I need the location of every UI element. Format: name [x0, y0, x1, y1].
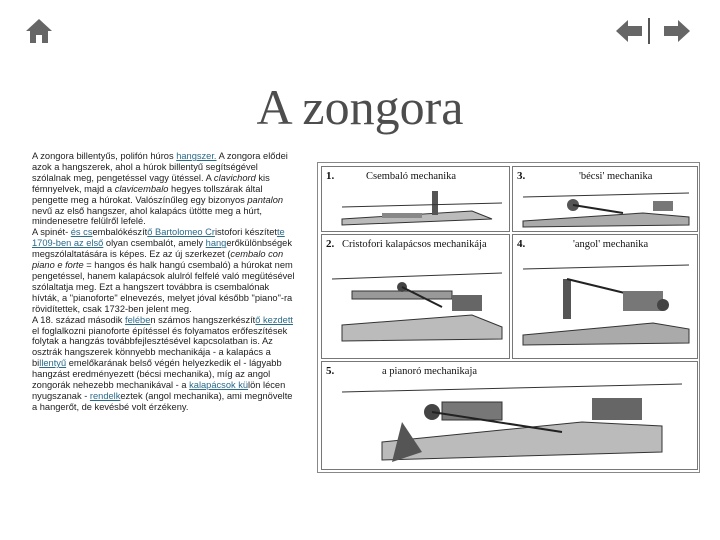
link-hangszer[interactable]: hangszer. — [176, 151, 217, 161]
link[interactable]: hang — [205, 238, 227, 249]
panel-number: 4. — [517, 238, 526, 250]
text-run: = hangos és halk hangú csembaló) a húrokat nem pengetéssel, hanem kalapácsok alulról felfelé való megütésével szólaltatja meg. Ezt a hangszert továbbra is csembalónak hívták, a "pianoforte" elnevezés, melyet jóval később "piano"-ra rövidítettek, csak 1732-ben jelent meg. — [32, 260, 295, 314]
text-run: eztek (angol mechanika), ami megnövelte a hangerőt, de kevésbé volt érzékeny. — [32, 390, 293, 412]
previous-button[interactable] — [612, 14, 646, 48]
link[interactable]: ő Bartolomeo Cr — [147, 227, 215, 238]
text-run: embalókészít — [92, 227, 148, 238]
figure-panel-5 — [321, 361, 698, 470]
text-run: A zongora billentyűs, polifón húros — [32, 151, 177, 161]
link[interactable]: és cs — [70, 227, 93, 238]
text-run: emelőkarának belső végén helyezkedik el - lágyabb hangzást eredményezett (bécsi mechanika), míg az angol zongorák nehezebb mechanikával - a — [32, 358, 282, 391]
link[interactable]: kalapácsok kü — [189, 380, 249, 391]
panel-caption: Csembaló mechanika — [366, 171, 457, 182]
link[interactable]: rendelk — [89, 390, 121, 401]
text-run: A 18. század második — [32, 314, 126, 325]
panel-caption: a pianoró mechanikaja — [382, 366, 478, 377]
panel-caption: 'bécsi' mechanika — [579, 171, 653, 182]
panel-number: 5. — [326, 365, 335, 377]
figure-panel-3 — [512, 166, 698, 232]
text-run: olyan csembalót, amely — [103, 238, 206, 249]
home-icon — [22, 14, 56, 48]
cristofori-mechanism-drawing — [322, 235, 509, 358]
figure-panel-1 — [321, 166, 510, 232]
text-run: clavichord — [213, 172, 256, 183]
text-run: erőkülönbségek megszólaltatására is képes. Ez az új szerkezet ( — [32, 238, 292, 260]
text-run: pantalon — [247, 194, 284, 205]
figure-panel-2 — [321, 234, 510, 359]
nav-divider — [648, 18, 650, 44]
article-text — [32, 151, 298, 413]
link[interactable]: te 1709-ben az első — [32, 227, 285, 249]
harpsichord-mechanism-drawing — [322, 167, 509, 231]
text-run: el foglalkozni pianoforte építéssel és folyamatos erőfeszítések folytak a hangzás továbbfejlesztésével kapcsolatban is. Az osztrák hangszerek könnyebb mechanikája - a kalapács a bi — [32, 325, 288, 369]
panel-number: 1. — [326, 170, 335, 182]
text-run: n számos hangszerkészít — [150, 314, 256, 325]
text-run: istofori készítet — [214, 227, 277, 238]
text-run: A zongora elődei azok a hangszerek, ahol a húrok billentyű segítségével szólalnak meg, pengetéssel vagy ütéssel. A — [32, 151, 288, 183]
text-run: A spinét- — [32, 227, 71, 238]
link[interactable]: llentyű — [39, 358, 67, 369]
panel-number: 2. — [326, 238, 335, 250]
home-button[interactable] — [22, 14, 56, 48]
arrow-left-icon — [612, 14, 646, 48]
page-title: A zongora — [256, 79, 464, 135]
panel-caption: 'angol' mechanika — [573, 239, 649, 250]
panel-caption: Cristofori kalapácsos mechanikája — [342, 239, 487, 250]
text-run: lön lécen nyugszanak - — [32, 380, 286, 401]
modern-piano-mechanism-drawing — [322, 362, 697, 469]
text-run: cembalo con piano e forte — [32, 249, 284, 271]
next-button[interactable] — [660, 14, 694, 48]
panel-number: 3. — [517, 170, 526, 182]
viennese-mechanism-drawing — [513, 167, 697, 231]
figure-panel-4 — [512, 234, 698, 359]
text-run: kis fémnyelvek, majd a — [32, 172, 270, 194]
text-run: hegyes tollszárak által pengette meg a húrokat. Valószínűleg egy bizonyos — [32, 183, 263, 205]
link[interactable]: ő kezdett — [255, 314, 294, 325]
english-mechanism-drawing — [513, 235, 697, 358]
paragraph-2 — [32, 227, 298, 314]
text-run: clavicembalo — [114, 183, 169, 194]
paragraph-1 — [32, 151, 298, 227]
piano-mechanism-figure — [317, 162, 700, 473]
paragraph-3 — [32, 315, 298, 413]
arrow-right-icon — [660, 14, 694, 48]
text-run: nevű az első hangszer, ahol kalapács ütötte meg a húrt, mindenesetre felülről lefelé. — [32, 205, 262, 227]
link[interactable]: felébe — [125, 314, 151, 325]
